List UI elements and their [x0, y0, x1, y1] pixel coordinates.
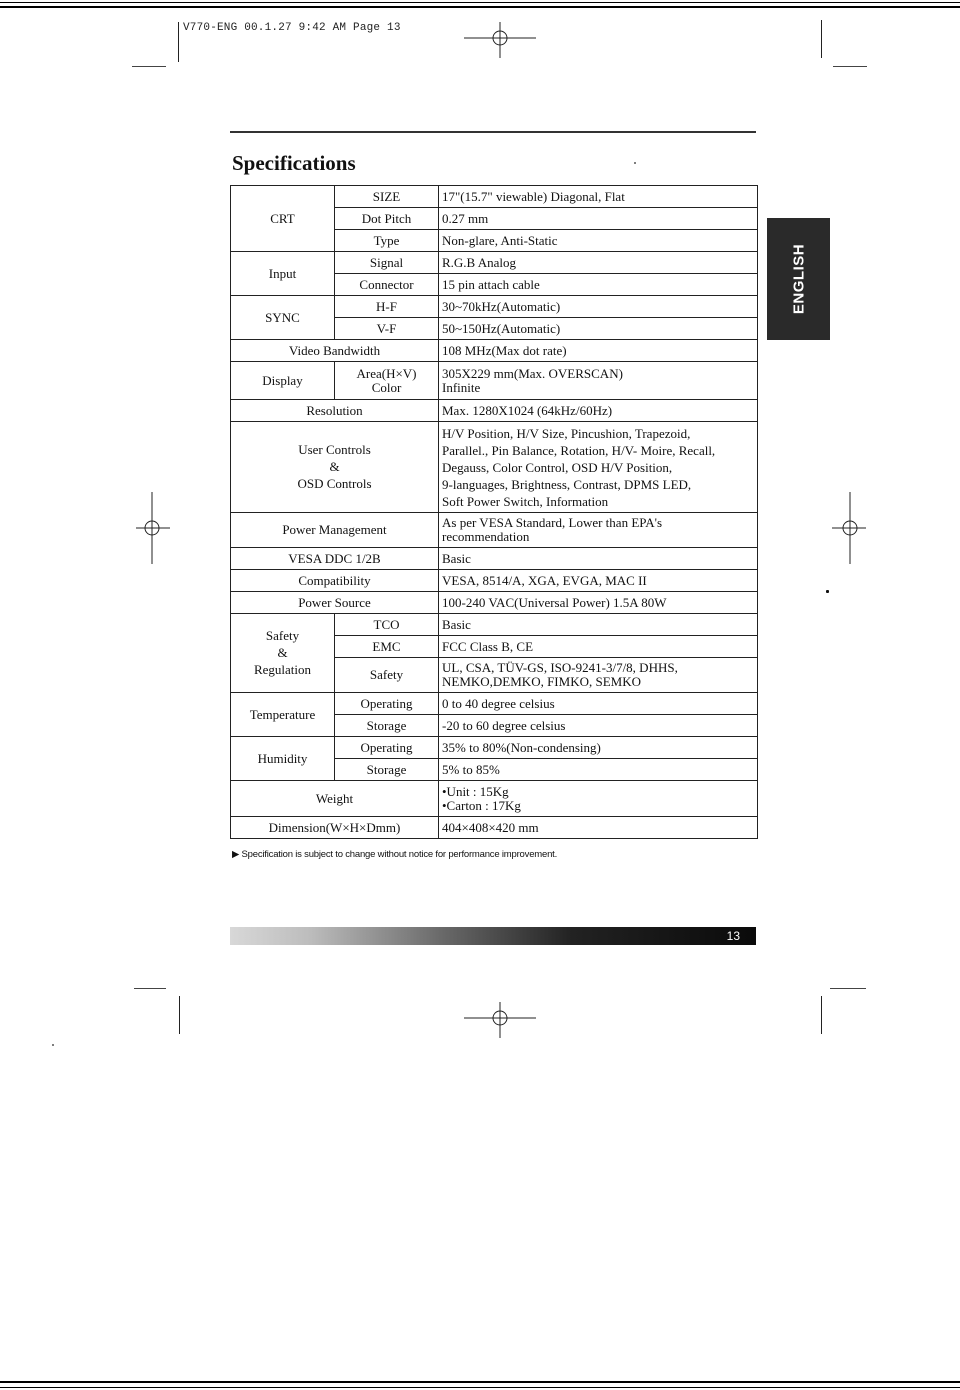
row-label: VESA DDC 1/2B: [231, 548, 439, 570]
spec-value: 108 MHz(Max dot rate): [439, 340, 758, 362]
value-line: UL, CSA, TÜV-GS, ISO-9241-3/7/8, DHHS,: [442, 660, 678, 675]
frame-bottom-line-1: [0, 1381, 960, 1383]
table-row: [231, 781, 758, 817]
sub-label: V-F: [335, 318, 439, 340]
value-line: Degauss, Color Control, OSD H/V Position,: [442, 459, 673, 475]
row-label: SYNC: [231, 296, 335, 340]
sub-label: [335, 362, 439, 400]
table-row: [231, 592, 758, 614]
sub-label: Signal: [335, 252, 439, 274]
row-label: CRT: [231, 186, 335, 252]
page-number: 13: [726, 929, 740, 943]
crop-mark: [821, 20, 822, 58]
table-row: [231, 693, 758, 715]
table-row: [231, 817, 758, 839]
crop-mark: [179, 996, 180, 1034]
sub-label: EMC: [335, 636, 439, 658]
registration-mark-icon: [132, 490, 172, 566]
table-row: [231, 548, 758, 570]
area-value: 305X229 mm(Max. OVERSCAN): [442, 365, 623, 381]
spec-value: Basic: [439, 548, 758, 570]
sub-label: Operating: [335, 737, 439, 759]
value-line: Soft Power Switch, Information: [442, 493, 609, 509]
sub-label: Type: [335, 230, 439, 252]
table-row: [231, 614, 758, 636]
spec-value: Non-glare, Anti-Static: [439, 230, 758, 252]
print-header-code: V770-ENG 00.1.27 9:42 AM Page 13: [183, 22, 401, 34]
value-line: •Carton : 17Kg: [442, 797, 521, 813]
spec-value: Max. 1280X1024 (64kHz/60Hz): [439, 400, 758, 422]
row-label: Temperature: [231, 693, 335, 737]
spec-value: 5% to 85%: [439, 759, 758, 781]
spec-value: 0.27 mm: [439, 208, 758, 230]
page-title: Specifications: [232, 151, 356, 175]
speck: [52, 1044, 54, 1046]
label-line: &: [277, 645, 288, 660]
sub-label: Storage: [335, 759, 439, 781]
row-label: Resolution: [231, 400, 439, 422]
language-tab: [767, 218, 830, 340]
label-line: Regulation: [253, 662, 312, 677]
spec-value: 17"(15.7" viewable) Diagonal, Flat: [439, 186, 758, 208]
spec-value: [439, 781, 758, 817]
table-row: [231, 400, 758, 422]
spec-value: R.G.B Analog: [439, 252, 758, 274]
row-label: Display: [231, 362, 335, 400]
footer-bar: [230, 927, 756, 945]
table-row: [231, 570, 758, 592]
spec-value: 35% to 80%(Non-condensing): [439, 737, 758, 759]
crop-mark: [821, 996, 822, 1034]
language-tab-label: ENGLISH: [790, 243, 807, 315]
row-label: Power Management: [231, 513, 439, 548]
sub-label: Dot Pitch: [335, 208, 439, 230]
row-label: Input: [231, 252, 335, 296]
crop-mark: [134, 988, 166, 989]
spec-value: 30~70kHz(Automatic): [439, 296, 758, 318]
spec-value: 50~150Hz(Automatic): [439, 318, 758, 340]
table-row: [231, 362, 758, 400]
spec-value: [439, 658, 758, 693]
color-label: Color: [371, 379, 402, 395]
row-label: [231, 614, 335, 693]
crop-mark: [830, 988, 866, 989]
spec-change-note: ▶ Specification is subject to change without notice for performance improvement.: [232, 849, 558, 860]
spec-value: VESA, 8514/A, XGA, EVGA, MAC II: [439, 570, 758, 592]
value-line: Parallel., Pin Balance, Rotation, H/V- Moire, Recall,: [442, 442, 716, 458]
table-row: [231, 422, 758, 513]
table-row: [231, 296, 758, 318]
crop-mark: [178, 22, 179, 62]
frame-top-line-1: [0, 2, 960, 3]
value-line: •Unit : 15Kg: [442, 783, 509, 799]
table-row: [231, 513, 758, 548]
sub-label: SIZE: [335, 186, 439, 208]
spec-value: 15 pin attach cable: [439, 274, 758, 296]
value-line: As per VESA Standard, Lower than EPA's: [442, 515, 663, 530]
frame-bottom-line-2: [0, 1387, 960, 1388]
row-label: Video Bandwidth: [231, 340, 439, 362]
sub-label: Connector: [335, 274, 439, 296]
row-label: Weight: [231, 781, 439, 817]
registration-mark-icon: [460, 20, 540, 60]
spec-value: 100-240 VAC(Universal Power) 1.5A 80W: [439, 592, 758, 614]
row-label: Dimension(W×H×Dmm): [231, 817, 439, 839]
table-row: [231, 252, 758, 274]
registration-mark-icon: [460, 1000, 540, 1040]
value-line: NEMKO,DEMKO, FIMKO, SEMKO: [442, 674, 641, 689]
label-line: User Controls: [298, 442, 371, 457]
speck: [634, 162, 636, 164]
sub-label: H-F: [335, 296, 439, 318]
spec-value: Basic: [439, 614, 758, 636]
value-line: 9-languages, Brightness, Contrast, DPMS LED,: [442, 476, 692, 492]
table-row: [231, 340, 758, 362]
spec-value: [439, 513, 758, 548]
spec-value: [439, 362, 758, 400]
value-line: recommendation: [442, 529, 530, 544]
sub-label: Safety: [335, 658, 439, 693]
spec-value: 404×408×420 mm: [439, 817, 758, 839]
area-label: Area(H×V): [356, 365, 417, 381]
speck: [826, 590, 829, 593]
table-row: [231, 737, 758, 759]
table-row: [231, 186, 758, 208]
sub-label: Operating: [335, 693, 439, 715]
spec-value: FCC Class B, CE: [439, 636, 758, 658]
row-label: [231, 422, 439, 513]
spec-value: [439, 422, 758, 513]
label-line: &: [329, 459, 340, 474]
row-label: Humidity: [231, 737, 335, 781]
crop-mark: [132, 66, 166, 67]
sub-label: Storage: [335, 715, 439, 737]
header-rule: [230, 131, 756, 133]
spec-value: 0 to 40 degree celsius: [439, 693, 758, 715]
specifications-table: [230, 185, 758, 839]
crop-mark: [833, 66, 867, 67]
sub-label: TCO: [335, 614, 439, 636]
spec-value: -20 to 60 degree celsius: [439, 715, 758, 737]
value-line: H/V Position, H/V Size, Pincushion, Trapezoid,: [442, 425, 691, 441]
label-line: OSD Controls: [297, 476, 372, 491]
color-value: Infinite: [442, 379, 481, 395]
row-label: Compatibility: [231, 570, 439, 592]
registration-mark-icon: [830, 490, 870, 566]
row-label: Power Source: [231, 592, 439, 614]
label-line: Safety: [265, 628, 300, 643]
frame-top-line-2: [0, 6, 960, 8]
